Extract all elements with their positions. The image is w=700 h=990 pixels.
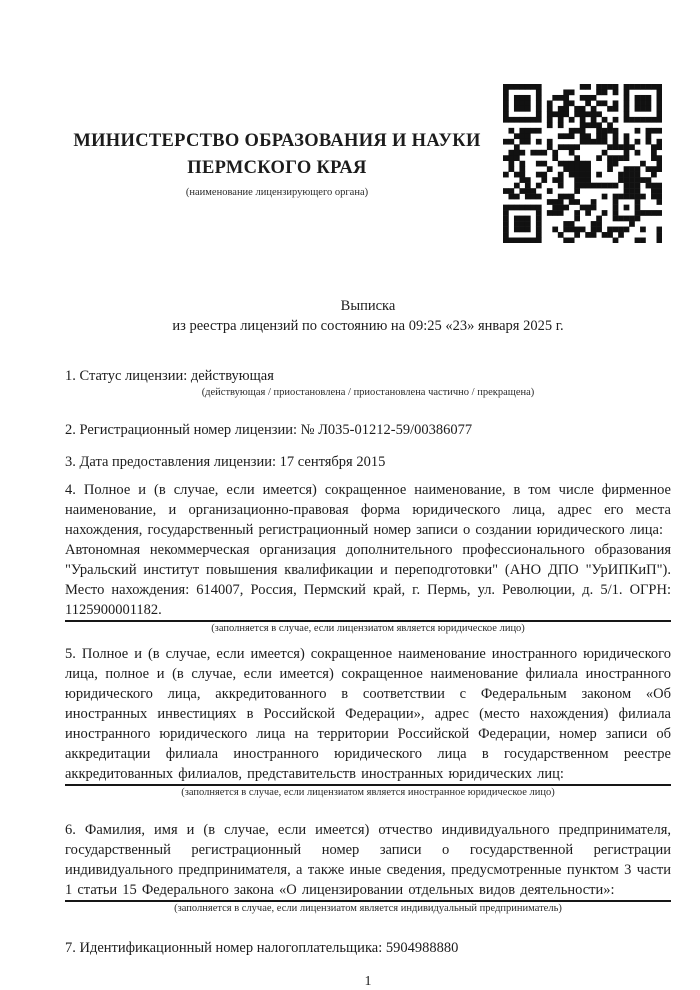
item-inn: 7. Идентификационный номер налогоплательщика: 5904988880 <box>65 940 459 956</box>
qr-code <box>503 84 662 243</box>
document-body <box>65 296 671 990</box>
item-legal-entity-label: 4. Полное и (в случае, если имеется) сокращенное наименование, в том числе фирменное наименование, и организационно-правовая форма юридического лица, адрес его места нахождения, государственный регистрационный номер записи о создании юридического лица: <box>65 482 671 538</box>
licensing-authority-header <box>57 128 497 199</box>
item-foreign-entity: 5. Полное и (в случае, если имеется) сокращенное наименование иностранного юридического лица, полное и (в случае, если имеется) сокращенное наименование филиала иностранного юридического лица, аккредитованного в соответствии с Федеральным законом «Об иностранных инвестициях в Российской Федерации», адрес (место нахождения) филиала иностранного юридического лица на территории Российской Федерации, номер записи об аккредитации филиала иностранного юридического лица в государственном реестре аккредитованных филиалов, представительств иностранных юридических лиц: <box>65 646 671 782</box>
item-grant-date: 3. Дата предоставления лицензии: 17 сентября 2015 <box>65 454 386 470</box>
item-legal-entity-note: (заполняется в случае, если лицензиатом является юридическое лицо) <box>211 623 525 634</box>
item-individual-entrepreneur-note: (заполняется в случае, если лицензиатом является индивидуальный предприниматель) <box>174 903 562 914</box>
item-registration-number: 2. Регистрационный номер лицензии: № Л035-01212-59/00386077 <box>65 422 473 438</box>
item-legal-entity <box>65 480 671 620</box>
authority-name <box>57 128 497 182</box>
document-title-line2: из реестра лицензий по состоянию на 09:25 «23» января 2025 г. <box>172 318 564 334</box>
document-title-line1: Выписка <box>340 298 396 314</box>
authority-form-note: (наименование лицензирующего органа) <box>185 187 369 198</box>
document-title <box>65 296 671 336</box>
item-legal-entity-value: Автономная некоммерческая организация дополнительного профессионального образования "Уральский институт повышения квалификации и переподготовки" (АНО ДПО "УрИПКиП"). Место нахождения: 614007, Россия, Пермский край, г. Пермь, ул. Революции, д. 5/1. ОГРН: 1125900001182. <box>65 542 671 618</box>
page-number: 1 <box>364 974 372 989</box>
authority-name-line2: ПЕРМСКОГО КРАЯ <box>187 158 367 178</box>
authority-name-line1: МИНИСТЕРСТВО ОБРАЗОВАНИЯ И НАУКИ <box>73 131 481 151</box>
item-license-status-note: (действующая / приостановлена / приостановлена частично / прекращена) <box>201 387 535 398</box>
item-individual-entrepreneur: 6. Фамилия, имя и (в случае, если имеется) отчество индивидуального предпринимателя, государственный регистрационный номер записи о государственной регистрации индивидуального предпринимателя, а также иные сведения, предусмотренные пунктом 3 части 1 статьи 15 Федерального закона «О лицензировании отдельных видов деятельности»: <box>65 822 671 898</box>
item-foreign-entity-note: (заполняется в случае, если лицензиатом является иностранное юридическое лицо) <box>181 787 555 798</box>
item-license-status: 1. Статус лицензии: действующая <box>65 368 274 384</box>
